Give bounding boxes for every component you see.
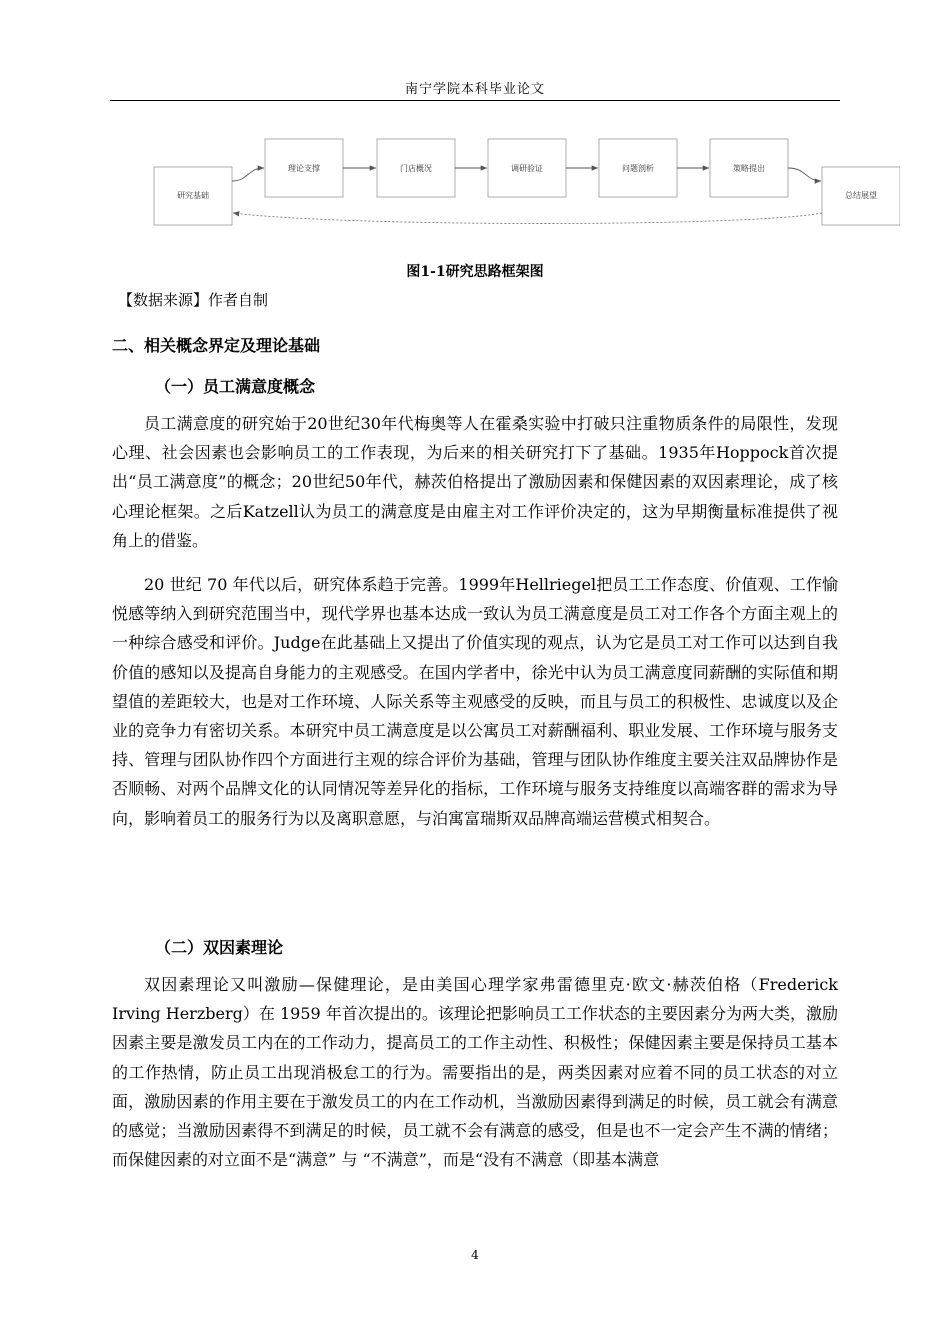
research-framework-diagram: [148, 135, 900, 235]
box-label-2: 理论支撑: [288, 164, 320, 173]
box-label-5: 问题剖析: [622, 164, 654, 173]
box-label-3: 门店概况: [400, 164, 432, 173]
arrow-1: [232, 168, 264, 181]
page-number: 4: [471, 1248, 479, 1262]
figure-source: 【数据来源】作者自制: [118, 291, 269, 309]
box-label-1: 研究基础: [177, 191, 209, 200]
box-label-7: 总结展望: [845, 191, 877, 200]
box-label-6: 策略提出: [733, 164, 765, 173]
paragraph-3: 双因素理论又叫激励—保健理论，是由美国心理学家弗雷德里克·欧文·赫茨伯格（Frederick Irving Herzberg）在 1959 年首次提出的。该理论把影响员工工作状态的主要因素分为两大类，激励因素主要是激发员工内在的工作动力，提高员工的工作主动性、积极性；保健因素主要是保持员工基本的工作热情，防止员工出现消极怠工的行为。需要指出的是，两类因素对应着不同的员工状态的对立面，激励因素的作用主要在于激发员工的内在工作动机，当激励因素得到满足的时候，员工就会有满意的感觉；当激励因素得不到满足的时候，员工就不会有满意的感受，但是也不一定会产生不满的情绪；而保健因素的对立面不是“满意” 与 “不满意”，而是“没有不满意（即基本满意: [112, 975, 838, 1170]
section-heading: 二、相关概念界定及理论基础: [112, 336, 321, 355]
figure-caption: 图1-1研究思路框架图: [406, 264, 544, 280]
paragraph-2: 20 世纪 70 年代以后，研究体系趋于完善。1999年Hellriegel把员工工作态度、价值观、工作愉悦感等纳入到研究范围当中，现代学界也基本达成一致认为员工满意度是员工对工作各个方面主观上的一种综合感受和评价。Judge在此基础上又提出了价值实现的观点，认为它是员工对工作可以达到自我价值的感知以及提高自身能力的主观感受。在国内学者中，徐光中认为员工满意度同薪酬的实际值和期望值的差距较大，也是对工作环境、人际关系等主观感受的反映，而且与员工的积极性、忠诚度以及企业的竞争力有密切关系。本研究中员工满意度是以公寓员工对薪酬福利、职业发展、工作环境与服务支持、管理与团队协作四个方面进行主观的综合评价为基础，管理与团队协作维度主要关注双品牌协作是否顺畅、对两个品牌文化的认同情况等差异化的指标，工作环境与服务支持维度以高端客群的需求为导向，影响着员工的服务行为以及离职意愿，与泊寓富瑞斯双品牌高端运营模式相契合。: [112, 575, 838, 828]
feedback-arrow: [233, 213, 822, 224]
arrow-6: [788, 168, 821, 181]
header-rule: [110, 100, 840, 101]
paragraph-1: 员工满意度的研究始于20世纪30年代梅奥等人在霍桑实验中打破只注重物质条件的局限性，发现心理、社会因素也会影响员工的工作表现，为后来的相关研究打下了基础。1935年Hoppock首次提出“员工满意度”的概念；20世纪50年代，赫茨伯格提出了激励因素和保健因素的双因素理论，成了核心理论框架。之后Katzell认为员工的满意度是由雇主对工作评价决定的，这为早期衡量标准提供了视角上的借鉴。: [112, 414, 838, 550]
box-label-4: 调研验证: [511, 164, 543, 173]
subsection-heading-1: （一）员工满意度概念: [155, 377, 316, 396]
subsection-heading-2: （二）双因素理论: [155, 938, 284, 957]
page-header: 南宁学院本科毕业论文: [404, 82, 545, 97]
